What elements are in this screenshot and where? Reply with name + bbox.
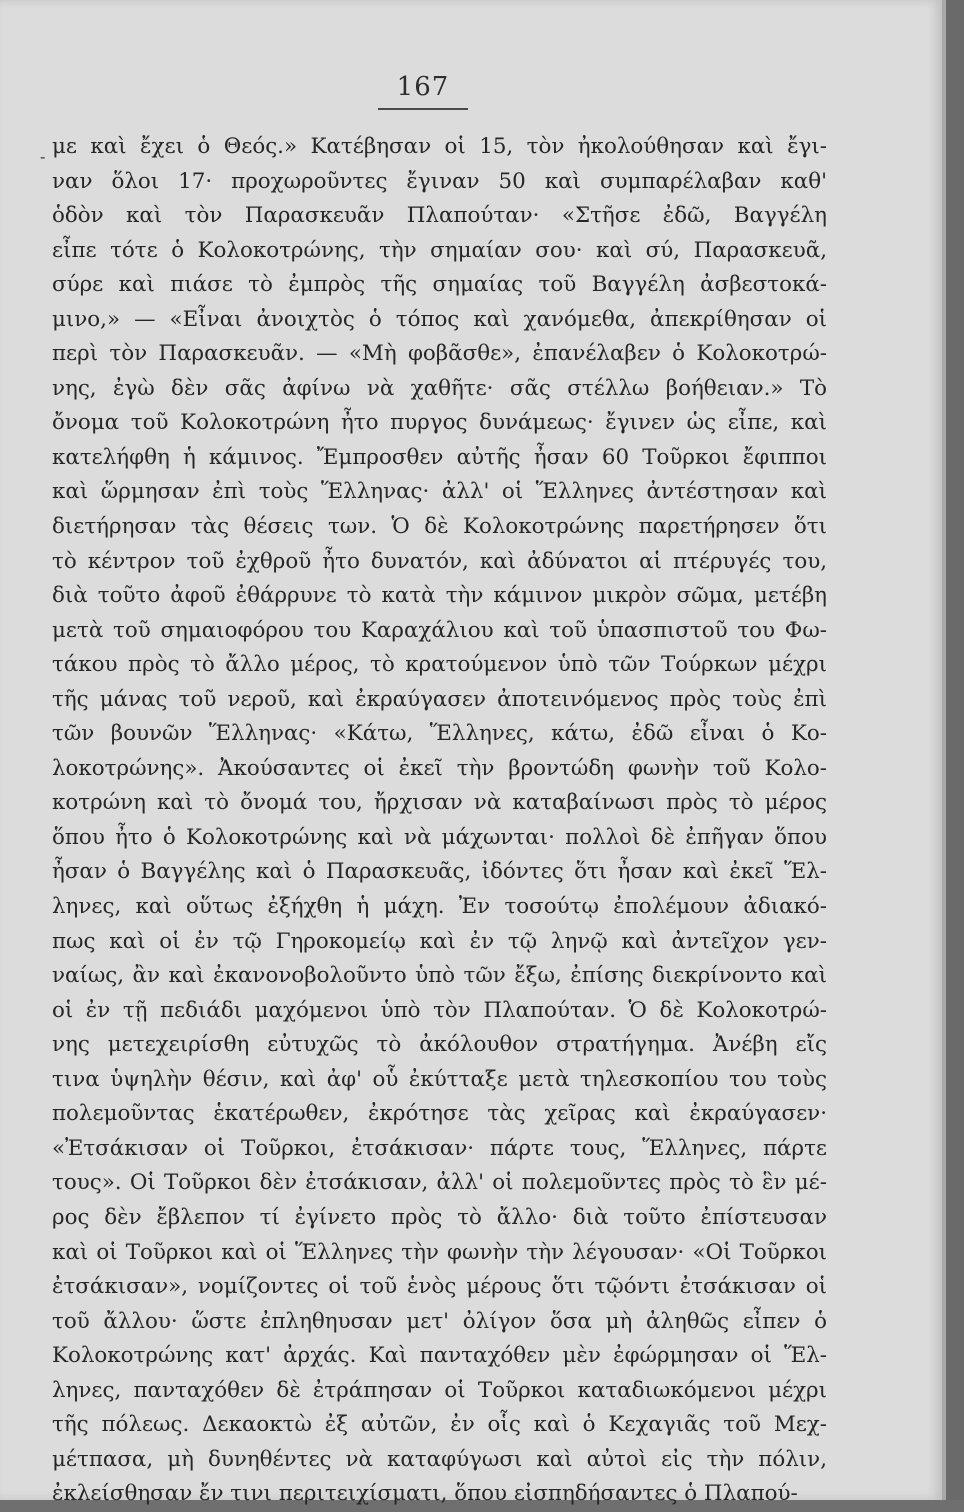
text-line: καὶ ὥρμησαν ἐπὶ τοὺς Ἕλληνας· ἀλλ' οἱ Ἕλληνες ἀντέστησαν καὶ bbox=[52, 479, 827, 505]
page-edge bbox=[942, 0, 964, 1500]
text-line: ληνες, πανταχόθεν δὲ ἐτράπησαν οἱ Τοῦρκοι καταδιωκόμενοι μέχρι bbox=[52, 1377, 827, 1403]
text-line: οἱ ἐν τῇ πεδιάδι μαχόμενοι ὑπὸ τὸν Πλαπούταν. Ὁ δὲ Κολοκοτρώ- bbox=[52, 997, 827, 1023]
text-line: τινα ὑψηλὴν θέσιν, καὶ ἀφ' οὗ ἐκύτταξε μετὰ τηλεσκοπίου του τοὺς bbox=[52, 1066, 827, 1092]
text-line: τοῦ ἄλλου· ὥστε ἐπληθηυσαν μετ' ὀλίγον ὅσα μὴ ἀληθῶς εἶπεν ὁ bbox=[52, 1308, 827, 1334]
text-line: νης μετεχειρίσθη εὐτυχῶς τὸ ἀκόλουθον στρατήγημα. Ἀνέβη εἴς bbox=[52, 1032, 827, 1058]
text-line: ληνες, καὶ οὕτως ἐξήχθη ἡ μάχη. Ἐν τοσούτῳ ἐπολέμουν ἀδιακό- bbox=[52, 894, 827, 920]
text-line: κατελήφθη ἡ κάμινος. Ἔμπροσθεν αὐτῆς ἦσαν 60 Τοῦρκοι ἔφιπποι bbox=[52, 444, 827, 470]
text-line: διετήρησαν τὰς θέσεις των. Ὁ δὲ Κολοκοτρώνης παρετήρησεν ὅτι bbox=[52, 514, 827, 540]
text-line: ὁδὸν καὶ τὸν Παρασκευᾶν Πλαπούταν· «Στῆσε ἐδῶ, Βαγγέλη bbox=[52, 203, 827, 229]
text-line: εἶπε τότε ὁ Κολοκοτρώνης, τὴν σημαίαν σου· καὶ σύ, Παρασκευᾶ, bbox=[52, 237, 827, 263]
text-line: τῶν βουνῶν Ἕλληνας· «Κάτω, Ἕλληνες, κάτω, ἐδῶ εἶναι ὁ Κο- bbox=[52, 721, 827, 747]
text-line: λοκοτρώνης». Ἀκούσαντες οἱ ἐκεῖ τὴν βροντώδη φωνὴν τοῦ Κολο- bbox=[52, 755, 827, 781]
text-line: τῆς μάνας τοῦ νεροῦ, καὶ ἐκραύγασεν ἀποτεινόμενος πρὸς τοὺς ἐπὶ bbox=[52, 686, 827, 712]
text-line: ἐκλείσθησαν ἔν τινι περιτειχίσματι, ὅπου εἰσπηδήσαντες ὁ Πλαπού- bbox=[52, 1481, 798, 1507]
text-line: διὰ τοῦτο ἀφοῦ ἐθάρρυνε τὸ κατὰ τὴν κάμινον μικρὸν σῶμα, μετέβη bbox=[52, 583, 827, 609]
text-line: τὸ κέντρον τοῦ ἐχθροῦ ἦτο δυνατόν, καὶ ἀδύνατοι αἱ πτέρυγές του, bbox=[52, 548, 827, 574]
body-text bbox=[52, 130, 827, 1512]
text-line: μινο,» — «Εἶναι ἀνοιχτὸς ὁ τόπος καὶ χανόμεθα, ἀπεκρίθησαν οἱ bbox=[52, 306, 827, 332]
text-line: ναίως, ἂν καὶ ἐκανονοβολοῦντο ὑπὸ τῶν ἔξω, ἐπίσης διεκρίνοντο καὶ bbox=[52, 963, 827, 989]
text-line: ἐτσάκισαν», νομίζοντες οἱ τοῦ ἑνὸς μέρους ὅτι τῷόντι ἐτσάκισαν οἱ bbox=[52, 1274, 827, 1300]
text-line: τῆς πόλεως. Δεκαοκτὼ ἐξ αὐτῶν, ἐν οἷς καὶ ὁ Κεχαγιᾶς τοῦ Μεχ- bbox=[52, 1412, 827, 1438]
text-line: καὶ οἱ Τοῦρκοι καὶ οἱ Ἕλληνες τὴν φωνὴν τὴν λέγουσαν· «Οἱ Τοῦρκοι bbox=[52, 1239, 827, 1265]
page-number: 167 bbox=[396, 72, 450, 102]
text-line: Κολοκοτρώνης κατ' ἀρχάς. Καὶ πανταχόθεν μὲν ἐφώρμησαν οἱ Ἕλ- bbox=[52, 1343, 827, 1369]
text-line: ἦσαν ὁ Βαγγέλης καὶ ὁ Παρασκευᾶς, ἰδόντες ὅτι ἦσαν καὶ ἐκεῖ Ἕλ- bbox=[52, 859, 827, 885]
text-line: ρος δὲν ἔβλεπον τί ἐγίνετο πρὸς τὸ ἄλλο· διὰ τοῦτο ἐπίστευσαν bbox=[52, 1204, 827, 1230]
text-line: νης, ἐγὼ δὲν σᾶς ἀφίνω νὰ χαθῆτε· σᾶς στέλλω βοήθειαν.» Τὸ bbox=[52, 375, 827, 401]
text-line: τους». Οἱ Τοῦρκοι δὲν ἐτσάκισαν, ἀλλ' οἱ πολεμοῦντες πρὸς τὸ ἓν μέ- bbox=[52, 1170, 827, 1196]
margin-mark: - bbox=[40, 147, 46, 166]
text-line: περὶ τὸν Παρασκευᾶν. — «Μὴ φοβᾶσθε», ἐπανέλαβεν ὁ Κολοκοτρώ- bbox=[52, 341, 827, 367]
text-line: ναν ὅλοι 17· προχωροῦντες ἔγιναν 50 καὶ συμπαρέλαβαν καθ' bbox=[52, 168, 827, 194]
text-line: κοτρώνη καὶ τὸ ὄνομά του, ἤρχισαν νὰ καταβαίνωσι πρὸς τὸ μέρος bbox=[52, 790, 827, 816]
text-line: τάκου πρὸς τὸ ἄλλο μέρος, τὸ κρατούμενον ὑπὸ τῶν Τούρκων μέχρι bbox=[52, 652, 827, 678]
text-line: πολεμοῦντας ἑκατέρωθεν, ἐκρότησε τὰς χεῖρας καὶ ἐκραύγασεν· bbox=[52, 1101, 827, 1127]
text-line: σύρε καὶ πιάσε τὸ ἐμπρὸς τῆς σημαίας τοῦ Βαγγέλη ἀσβεστοκά- bbox=[52, 272, 827, 298]
text-line: ὄνομα τοῦ Κολοκοτρώνη ἦτο πυργος δυνάμεως· ἔγινεν ὡς εἶπε, καὶ bbox=[52, 410, 827, 436]
text-line: μετὰ τοῦ σημαιοφόρου του Καραχάλιου καὶ τοῦ ὑπασπιστοῦ του Φω- bbox=[52, 617, 827, 643]
text-line: μέτπασα, μὴ δυνηθέντες νὰ καταφύγωσι καὶ αὐτοὶ εἰς τὴν πόλιν, bbox=[52, 1446, 827, 1472]
text-line: ὅπου ἦτο ὁ Κολοκοτρώνης καὶ νὰ μάχωνται· πολλοὶ δὲ ἐπῆγαν ὅπου bbox=[52, 824, 827, 850]
page-number-rule bbox=[378, 108, 468, 110]
text-line: με καὶ ἔχει ὁ Θεός.» Κατέβησαν οἱ 15, τὸν ἠκολούθησαν καὶ ἔγι- bbox=[52, 134, 827, 159]
text-line: πως καὶ οἱ ἐν τῷ Γηροκομείῳ καὶ ἐν τῷ ληνῷ καὶ ἀντεῖχον γεν- bbox=[52, 928, 827, 954]
text-line: «Ἐτσάκισαν οἱ Τοῦρκοι, ἐτσάκισαν· πάρτε τους, Ἕλληνες, πάρτε bbox=[52, 1135, 827, 1161]
